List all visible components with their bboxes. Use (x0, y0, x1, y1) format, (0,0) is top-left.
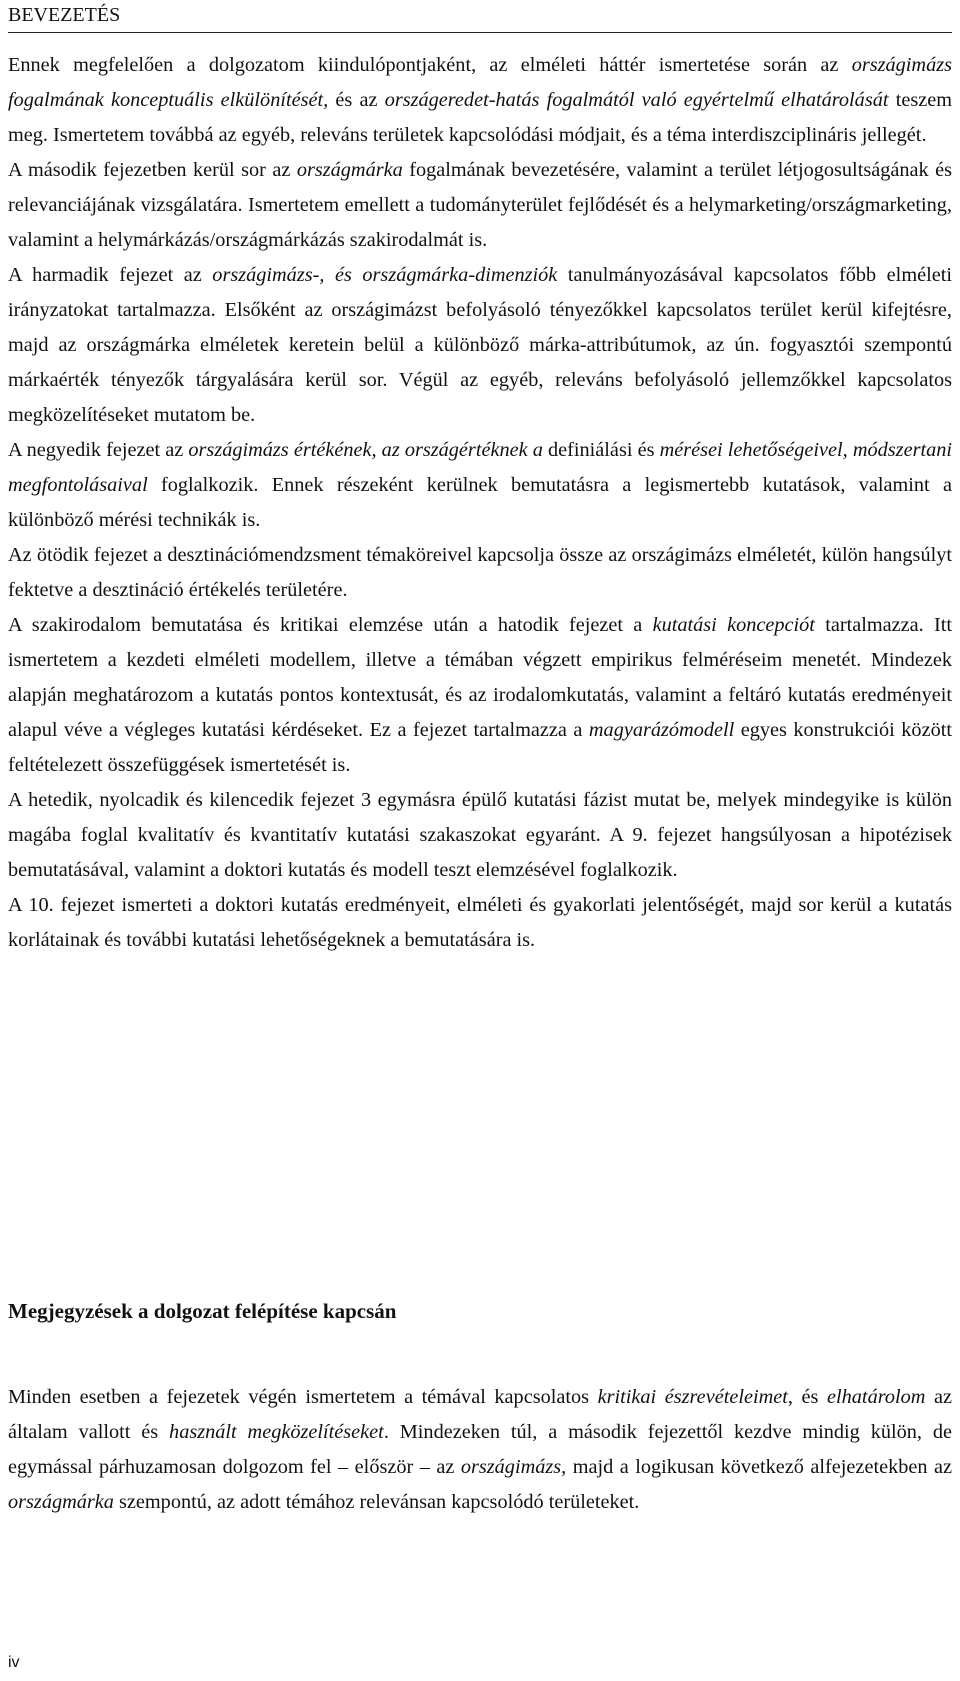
text-run: , és (787, 1386, 828, 1408)
text-run: Ennek megfelelően a dolgozatom kiindulópontjaként, az elméleti háttér ismertetése során az (8, 54, 852, 76)
text-run: A hetedik, nyolcadik és kilencedik fejezet 3 egymásra épülő kutatási fázist mutat be, melyek mindegyike is külön magába foglal kvalitatív és kvantitatív kutatási szakaszokat egyaránt. A 9. fejezet hangsúlyosan a hipotézisek bemutatásával, valamint a doktori kutatás és modell teszt elemzésével foglalkozik. (8, 789, 952, 881)
text-run: tanulmányozásával kapcsolatos főbb elméleti irányzatokat tartalmazza. Elsőként az országimázst befolyásoló tényezőkkel kapcsolatos terület kerül kifejtésre, majd az országmárka elméletek keretein belül a különböző márka-attribútumok, az ún. fogyasztói szempontú márkaérték tényezők tárgyalására kerül sor. Végül az egyéb, releváns befolyásoló jellemzőkkel kapcsolatos megközelítéseket mutatom be. (8, 264, 953, 426)
text-run: A 10. fejezet ismerteti a doktori kutatás eredményeit, elméleti és gyakorlati jelentőségét, majd sor kerül a kutatás korlátainak és további kutatási lehetőségeknek a bemutatására is. (8, 894, 952, 951)
paragraph (8, 258, 952, 433)
emphasized-text: országeredet-hatás fogalmától való egyértelmű elhatárolását (384, 89, 889, 111)
emphasized-text: országimázs fogalmának konceptuális elkülönítését, (8, 54, 952, 111)
emphasized-text: magyarázómodell (588, 719, 735, 741)
text-run: A második fejezetben kerül sor az (8, 159, 297, 181)
text-run: foglalkozik. Ennek részeként kerülnek bemutatásra a legismertebb kutatások, valamint a különböző mérési technikák is. (8, 474, 952, 531)
text-run: tartalmazza. Itt ismertetem a kezdeti elméleti modellem, illetve a témában végzett empirikus felméréseim menetét. Mindezek alapján meghatározom a kutatás pontos kontextusát, és az irodalomkutatás, valamint a feltáró kutatás eredményeit alapul véve a végleges kutatási kérdéseket. Ez a fejezet tartalmazza a (8, 614, 953, 741)
text-run: az általam vallott és (8, 1386, 953, 1443)
emphasized-text: kritikai észrevételeimet (597, 1386, 788, 1408)
emphasized-text: országimázs-, és országmárka-dimenziók (212, 264, 558, 286)
paragraph (8, 783, 952, 888)
main-body-text (8, 48, 952, 958)
paragraph (8, 1380, 952, 1520)
header-divider (8, 32, 952, 33)
page-header-title: BEVEZETÉS (8, 4, 121, 26)
emphasized-text: országmárka (8, 1491, 114, 1513)
text-run: Az ötödik fejezet a desztinációmendzsment témaköreivel kapcsolja össze az országimázs elméletét, külön hangsúlyt fektetve a desztináció értékelés területére. (8, 544, 952, 601)
text-run: Minden esetben a fejezetek végén ismertetem a témával kapcsolatos (8, 1386, 598, 1408)
emphasized-text: kutatási koncepciót (652, 614, 815, 636)
text-run: teszem meg. Ismertetem továbbá az egyéb, releváns területek kapcsolódási módjait, és a téma interdiszciplináris jellegét. (8, 89, 952, 146)
text-run: fogalmának bevezetésére, valamint a terület létjogosultságának és relevanciájának vizsgálatára. Ismertetem emellett a tudományterület fejlődését és a helymarketing/országmarketing, valamint a helymárkázás/országmárkázás szakirodalmát is. (8, 159, 953, 251)
section-body-text (8, 1380, 952, 1520)
text-run: A szakirodalom bemutatása és kritikai elemzése után a hatodik fejezet a (8, 614, 653, 636)
text-run: definiálási és (542, 439, 660, 461)
text-run: egyes konstrukciói között feltételezett összefüggések ismertetését is. (8, 719, 952, 776)
text-run: , majd a logikusan következő alfejezetekben az (561, 1456, 952, 1478)
text-run: és az (328, 89, 385, 111)
emphasized-text: országmárka (296, 159, 403, 181)
emphasized-text: országimázs (460, 1456, 562, 1478)
emphasized-text: országimázs értékének, az országértéknek a (188, 439, 543, 461)
text-run: szempontú, az adott témához relevánsan kapcsolódó területeket. (113, 1491, 640, 1513)
paragraph (8, 153, 952, 258)
text-run: . Mindezeken túl, a második fejezettől kezdve mindig külön, de egymással párhuzamosan dolgozom fel – először – az (8, 1421, 952, 1478)
section-heading: Megjegyzések a dolgozat felépítése kapcsán (8, 1299, 397, 1323)
text-run: A harmadik fejezet az (8, 264, 213, 286)
page-number: iv (8, 1654, 20, 1671)
emphasized-text: elhatárolom (827, 1386, 926, 1408)
paragraph (8, 433, 952, 538)
paragraph (8, 48, 952, 153)
text-run: A negyedik fejezet az (8, 439, 189, 461)
emphasized-text: mérései lehetőségeivel, módszertani megfontolásaival (8, 439, 953, 496)
paragraph (8, 888, 952, 958)
paragraph (8, 538, 952, 608)
paragraph (8, 608, 952, 783)
emphasized-text: használt megközelítéseket (169, 1421, 384, 1443)
